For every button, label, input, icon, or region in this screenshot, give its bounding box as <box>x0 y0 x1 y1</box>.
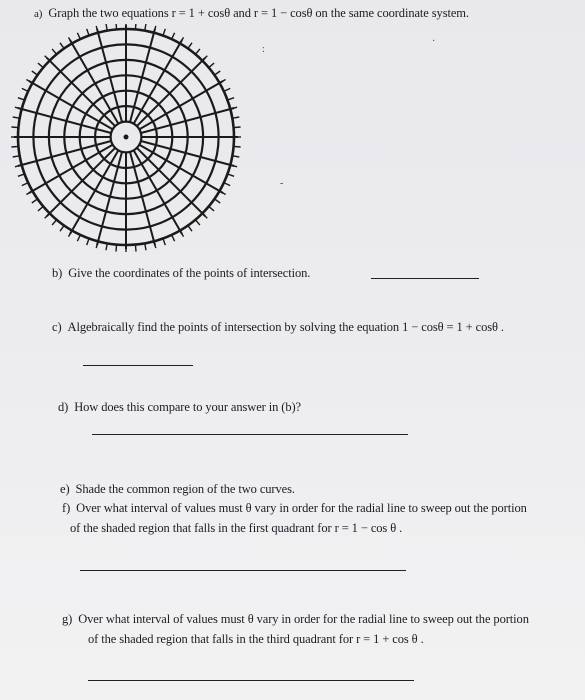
polar-tick-mark <box>32 71 37 75</box>
answer-line-f[interactable] <box>80 570 406 571</box>
polar-tick-mark <box>18 174 24 176</box>
question-b-text: Give the coordinates of the points of intersection. <box>68 266 311 280</box>
polar-tick-mark <box>210 207 215 211</box>
polar-tick-mark <box>225 88 230 91</box>
polar-tick-mark <box>52 221 56 226</box>
question-f-text-line1: Over what interval of values must θ vary in order for the radial line to sweep out the portion <box>76 501 527 515</box>
polar-tick-mark <box>32 200 37 204</box>
answer-line-d[interactable] <box>92 434 408 435</box>
polar-tick-mark <box>87 29 89 35</box>
question-g-text-line2: of the shaded region that falls in the third quadrant for r = 1 + cos θ . <box>88 632 424 646</box>
question-e <box>60 482 295 497</box>
polar-tick-mark <box>22 88 27 91</box>
polar-radial-line <box>137 148 205 216</box>
polar-tick-mark <box>96 26 98 32</box>
polar-tick-mark <box>45 214 49 218</box>
answer-line-g[interactable] <box>88 680 414 681</box>
answer-line-c[interactable] <box>83 365 193 366</box>
polar-tick-mark <box>15 107 21 109</box>
polar-tick-mark <box>116 24 117 28</box>
question-f-continued <box>70 521 402 536</box>
polar-tick-mark <box>38 207 43 211</box>
polar-grid-graph[interactable] <box>4 24 248 254</box>
question-d-label: d) <box>58 400 69 414</box>
polar-tick-mark <box>60 226 64 231</box>
question-g-label: g) <box>62 612 73 626</box>
polar-tick-mark <box>106 244 107 250</box>
polar-tick-mark <box>172 236 175 241</box>
polar-tick-mark <box>18 98 24 100</box>
polar-tick-mark <box>233 117 239 118</box>
question-g <box>62 612 529 627</box>
polar-radial-line <box>47 148 115 216</box>
polar-tick-mark <box>154 26 156 32</box>
question-f-text-line2: of the shaded region that falls in the first quadrant for r = 1 − cos θ . <box>70 521 403 535</box>
polar-radial-line <box>137 58 205 126</box>
question-c-label: c) <box>52 320 62 334</box>
polar-tick-mark <box>163 239 165 245</box>
polar-tick-mark <box>52 49 56 54</box>
polar-tick-mark <box>60 43 64 48</box>
polar-tick-mark <box>189 43 193 48</box>
polar-tick-mark <box>203 56 207 60</box>
polar-tick-mark <box>231 107 237 109</box>
question-b <box>52 266 310 281</box>
polar-tick-mark <box>215 71 220 75</box>
question-c <box>52 320 504 335</box>
question-c-text: Algebraically find the points of intersection by solving the equation 1 − cosθ = 1 + cosθ . <box>67 320 504 334</box>
polar-tick-mark <box>106 24 107 30</box>
polar-tick-mark <box>231 165 237 167</box>
polar-tick-mark <box>136 24 137 28</box>
polar-tick-mark <box>163 29 165 35</box>
pencil-mark: : <box>262 44 265 55</box>
polar-tick-mark <box>203 214 207 218</box>
polar-tick-mark <box>145 24 146 30</box>
polar-tick-mark <box>22 183 27 186</box>
polar-tick-mark <box>77 236 80 241</box>
polar-tick-mark <box>11 127 17 128</box>
polar-tick-mark <box>228 174 234 176</box>
polar-tick-mark <box>154 242 156 248</box>
question-e-text: Shade the common region of the two curves. <box>75 482 295 496</box>
question-g-continued <box>88 632 424 647</box>
polar-tick-mark <box>196 49 200 54</box>
question-f <box>62 501 527 516</box>
question-f-label: f) <box>62 501 71 515</box>
polar-tick-mark <box>136 246 137 252</box>
question-e-label: e) <box>60 482 70 496</box>
polar-tick-mark <box>96 242 98 248</box>
polar-tick-mark <box>196 221 200 226</box>
polar-origin <box>124 135 129 140</box>
question-a-label: a) <box>34 8 43 20</box>
polar-tick-mark <box>172 33 175 38</box>
question-d <box>58 400 301 415</box>
polar-tick-mark <box>235 127 241 128</box>
polar-tick-mark <box>87 239 89 245</box>
question-d-text: How does this compare to your answer in (b)? <box>74 400 302 414</box>
polar-tick-mark <box>13 117 19 118</box>
polar-tick-mark <box>38 63 43 67</box>
pencil-mark: · <box>432 36 436 47</box>
polar-tick-mark <box>15 165 21 167</box>
question-g-text-line1: Over what interval of values must θ vary in order for the radial line to sweep out the portion <box>78 612 529 626</box>
polar-tick-mark <box>225 183 230 186</box>
polar-tick-mark <box>189 226 193 231</box>
question-a <box>34 6 469 21</box>
polar-tick-mark <box>11 147 17 148</box>
polar-radial-line <box>47 58 115 126</box>
polar-tick-mark <box>215 200 220 204</box>
question-b-label: b) <box>52 266 63 280</box>
polar-tick-mark <box>13 156 19 157</box>
polar-tick-mark <box>228 98 234 100</box>
polar-tick-mark <box>235 147 241 148</box>
question-a-text: Graph the two equations r = 1 + cosθ and r = 1 − cosθ on the same coordinate system. <box>48 6 469 20</box>
polar-tick-mark <box>210 63 215 67</box>
polar-tick-mark <box>77 33 80 38</box>
polar-tick-mark <box>45 56 49 60</box>
polar-tick-mark <box>116 246 117 252</box>
pencil-mark: - <box>280 178 284 189</box>
answer-line-b[interactable] <box>371 278 479 279</box>
polar-tick-mark <box>145 244 146 250</box>
polar-tick-mark <box>233 156 239 157</box>
